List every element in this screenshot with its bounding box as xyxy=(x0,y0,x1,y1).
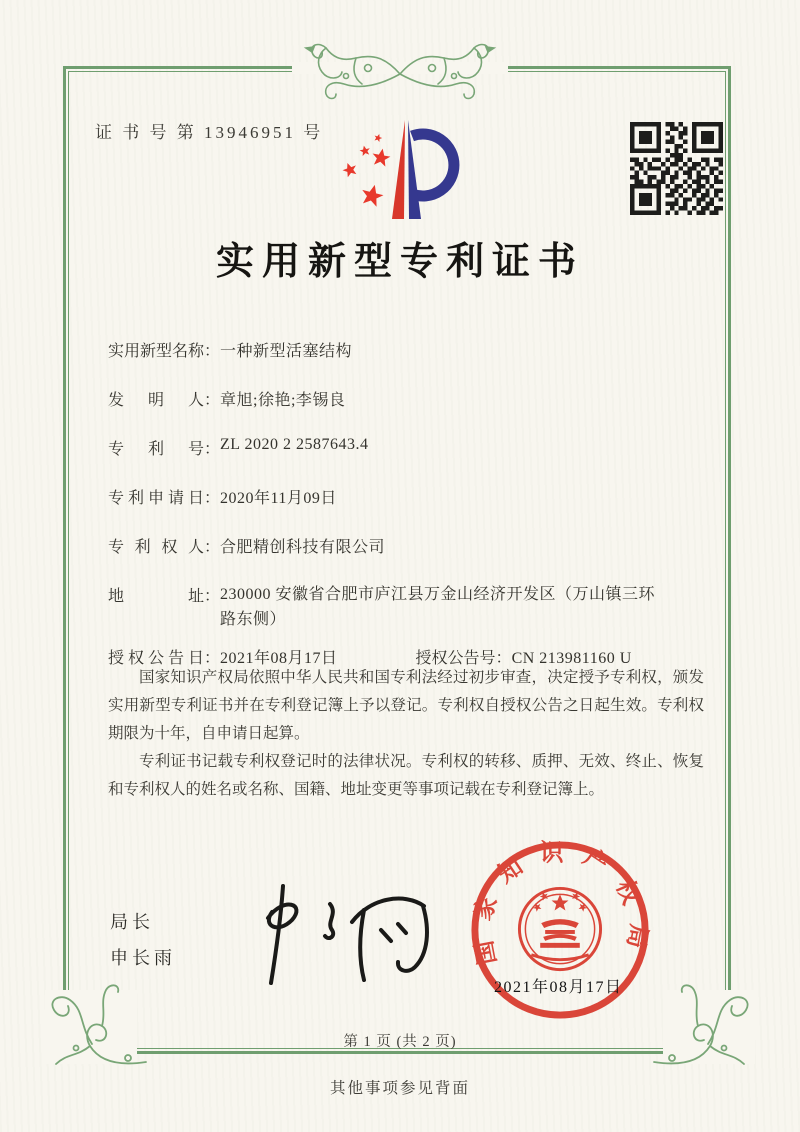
field-value: CN 213981160 U xyxy=(511,649,632,667)
field-value: 230000 安徽省合肥市庐江县万金山经济开发区（万山镇三环路东侧） xyxy=(220,586,656,628)
bottom-right-flourish-icon xyxy=(652,978,760,1070)
colon: ： xyxy=(204,392,221,409)
field-value: 2021年08月17日 xyxy=(220,649,338,667)
field-label: 发明人 xyxy=(108,392,204,409)
legal-paragraph-1: 国家知识产权局依照中华人民共和国专利法经过初步审查，决定授予专利权，颁发实用新型专利证书并在专利登记簿上予以登记。专利权自授权公告之日起生效。专利权期限为十年，自申请日起算。 xyxy=(108,669,704,742)
colon: ： xyxy=(204,490,221,507)
cnipa-logo-icon xyxy=(336,106,468,226)
colon: ： xyxy=(204,343,221,360)
field-row-patentee xyxy=(108,534,708,557)
field-row-name xyxy=(108,338,708,361)
field-label: 实用新型名称 xyxy=(108,343,205,360)
director-signature-icon xyxy=(226,878,438,990)
qr-code xyxy=(630,122,723,215)
field-value: 一种新型活塞结构 xyxy=(220,343,353,360)
director-name: 申长雨 xyxy=(110,948,176,968)
field-label: 授权公告日 xyxy=(108,649,204,667)
field-value: 2020年11月09日 xyxy=(220,490,337,507)
field-row-patent-no xyxy=(108,436,708,459)
field-row-address xyxy=(108,583,708,633)
field-value: ZL 2020 2 2587643.4 xyxy=(220,436,369,453)
field-label: 专利申请日 xyxy=(108,490,204,507)
field-label: 专利权人 xyxy=(108,539,204,556)
national-emblem-icon xyxy=(519,888,600,969)
colon: ： xyxy=(204,539,221,556)
field-row-inventors xyxy=(108,387,708,410)
colon: ： xyxy=(495,649,512,667)
certificate-number: 证 书 号 第 13946951 号 xyxy=(95,123,324,142)
field-label: 授权公告号 xyxy=(415,649,496,667)
top-dragon-ornament-icon xyxy=(282,40,518,102)
colon: ： xyxy=(204,588,221,605)
field-label: 专利号 xyxy=(108,441,204,458)
certificate-title: 实用新型专利证书 xyxy=(215,241,584,283)
colon: ： xyxy=(204,441,221,458)
colon: ： xyxy=(204,649,221,667)
legal-text xyxy=(108,664,704,803)
seal-date: 2021年08月17日 xyxy=(494,979,623,996)
legal-paragraph-2: 专利证书记载专利权登记时的法律状况。专利权的转移、质押、无效、终止、恢复和专利权人的姓名或名称、国籍、地址变更等事项记载在专利登记簿上。 xyxy=(108,752,704,798)
field-row-filing-date xyxy=(108,485,708,508)
certificate-fields xyxy=(108,338,708,694)
bottom-left-flourish-icon xyxy=(40,978,148,1070)
page-number: 第 1 页 (共 2 页) xyxy=(343,1034,457,1050)
field-label: 地址 xyxy=(108,588,204,605)
back-side-note: 其他事项参见背面 xyxy=(329,1080,470,1097)
seal-ring-text: 国家知识产权局 xyxy=(468,840,652,967)
director-title: 局长 xyxy=(110,912,154,932)
field-value: 章旭;徐艳;李锡良 xyxy=(220,392,346,409)
field-value: 合肥精创科技有限公司 xyxy=(220,539,386,556)
